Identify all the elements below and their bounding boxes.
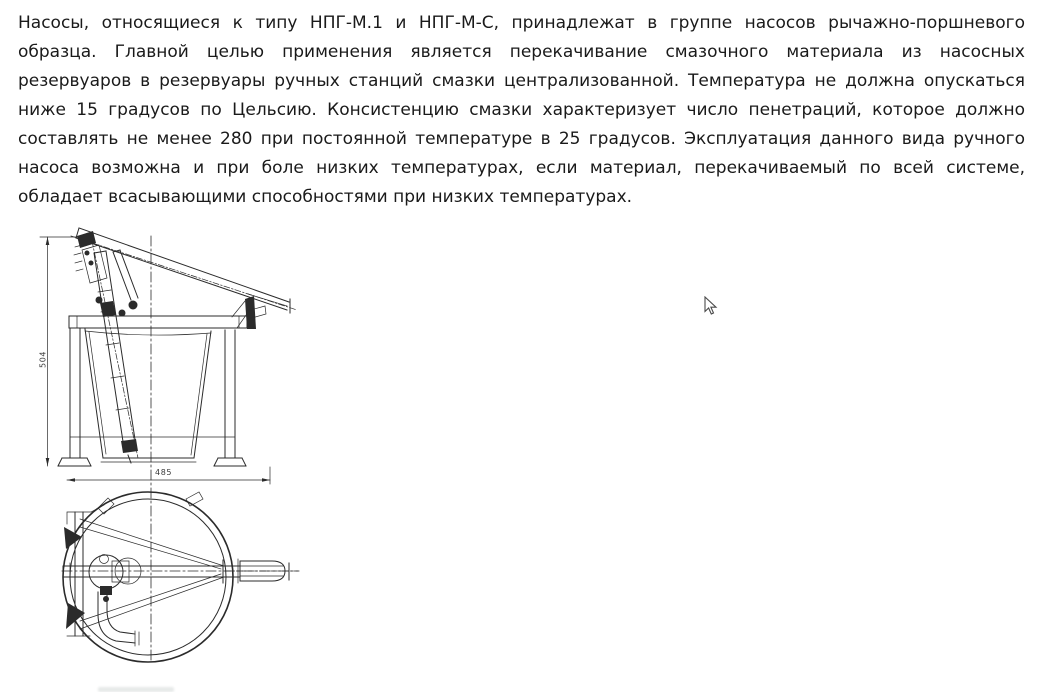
side-view [39,228,298,484]
mouse-cursor-icon [704,296,718,316]
frame-bar [69,316,247,328]
dimension-height-label: 504 [38,350,48,368]
pivot-assembly [74,231,107,283]
support-frame [64,505,224,636]
dimension-504 [39,237,83,466]
pump-drawing-figure [28,226,312,692]
reservoir-bucket [85,329,211,462]
dimension-width-label: 485 [155,468,173,477]
cutoff-text-fragment [98,687,174,692]
frame-legs [58,328,246,466]
top-view [62,492,299,662]
pump-technical-drawing [28,226,312,692]
dimension-485 [67,467,270,484]
intro-paragraph: Насосы, относящиеся к типу НПГ-М.1 и НПГ-М-С, принадлежат в группе насосов рычажно-поршневого образца. Главной целью применения является перекачивание смазочного материала из насосных резервуаров в резервуары ручных станций смазки централизованной. Температура не должна опускаться ниже 15 градусов по Цельсию. Консистенцию смазки характеризует число пенетраций, которое должно составлять не менее 280 при постоянной температуре в 25 градусов. Эксплуатация данного вида ручного насоса возможна и при боле низких температурах, если материал, перекачиваемый по всей системе, обладает всасывающими способностями при низких температурах. [18,13,1025,207]
pump-body-top [89,555,141,603]
